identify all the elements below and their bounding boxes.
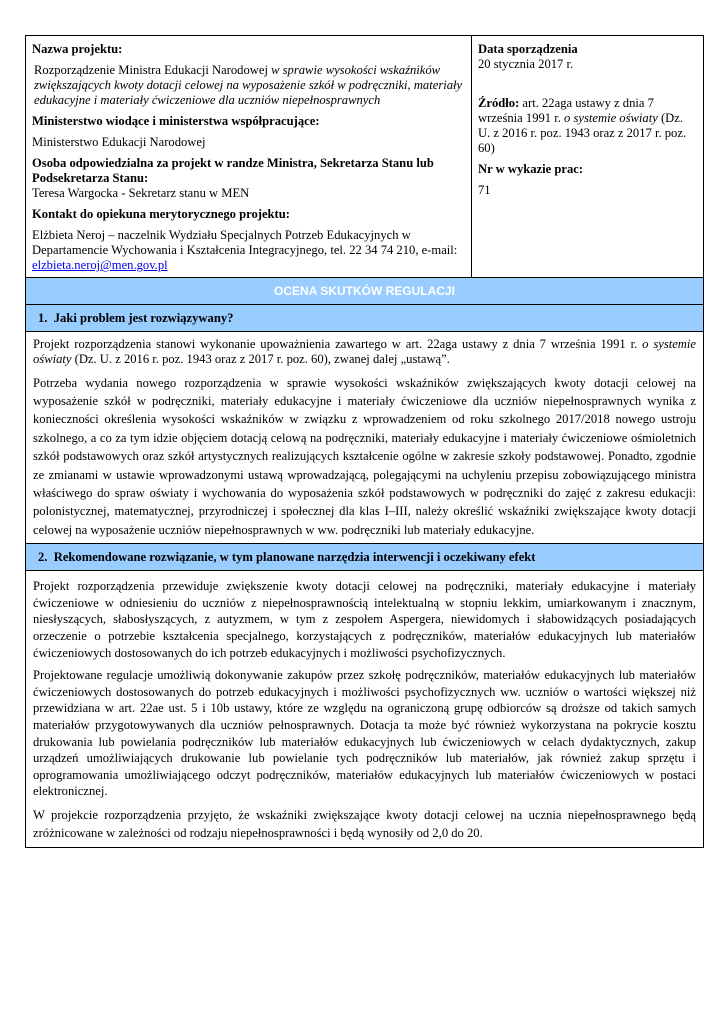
project-name-label: Nazwa projektu: <box>32 42 123 56</box>
ministry-value: Ministerstwo Edukacji Narodowej <box>32 135 206 149</box>
project-info-cell <box>26 36 472 278</box>
section-1-body <box>26 332 704 544</box>
section-1-paragraph-2: Potrzeba wydania nowego rozporządzenia w sprawie wysokości wskaźników zwiększających kwoty dotacji celowej na wyposażenie szkół w podręczniki, materiały edukacyjne i materiały ćwiczeniowe dla uczniów niepełnosprawnych wynika z konieczności określenia wysokości wskaźników w związku z wprowadzeniem od roku szkolnego 2017/2018 nowego ustroju szkolnego, a co za tym idzie objęciem dotacją celową na podręczniki, materiały edukacyjne i materiały ćwiczeniowe ośmioletnich szkół podstawowych oraz szkół artystycznych realizujących kształcenie ogólne w zakresie szkoły podstawowej. Ponadto, zgodnie ze zmianami w ustawie wprowadzonymi ustawą wprowadzającą, polegającymi na uchyleniu przepisu zobowiązującego ministra właściwego do spraw oświaty i wychowania do wyposażenia szkół podstawowych w podręczniki do zajęć z zakresu edukacji: polonistycznej, matematycznej, przyrodniczej i społecznej dla klas I–III, należy określić wskaźniki zwiększające kwoty dotacji celowej na wyposażenie uczniów niepełnosprawnych w ww. podręczniki lub materiały edukacyjne. <box>33 375 696 537</box>
section-1-header-row <box>26 305 704 332</box>
source-value <box>478 96 697 156</box>
ministry-label: Ministerstwo wiodące i ministerstwa współpracujące: <box>32 114 320 128</box>
osr-table <box>25 35 704 848</box>
project-name-plain: Rozporządzenie Ministra Edukacji Narodowej <box>34 63 272 77</box>
section-2-title: 2. Rekomendowane rozwiązanie, w tym planowane narzędzia interwencji i oczekiwany efekt <box>26 544 704 571</box>
osr-title: OCENA SKUTKÓW REGULACJI <box>26 278 704 305</box>
responsible-person-value: Teresa Wargocka - Sekretarz stanu w MEN <box>32 186 250 200</box>
section-2-body-row <box>26 571 704 848</box>
osr-title-row <box>26 278 704 305</box>
section-1-title: 1. Jaki problem jest rozwiązywany? <box>26 305 704 332</box>
section-1-p1-italic: o systemie oświaty <box>33 337 696 367</box>
date-label: Data sporządzenia <box>478 42 578 56</box>
contact-text: Elżbieta Neroj – naczelnik Wydziału Specjalnych Potrzeb Edukacyjnych w Departamencie Wychowania i Kształcenia Integracyjnego, tel. 22 34 74 210, e-mail: <box>32 228 458 257</box>
source-label: Źródło: <box>478 96 520 110</box>
date-value: 20 stycznia 2017 r. <box>478 57 574 71</box>
work-list-label: Nr w wykazie prac: <box>478 162 584 176</box>
section-1-paragraph-1 <box>33 337 696 368</box>
work-list-value: 71 <box>478 183 491 197</box>
contact-email-link[interactable]: elzbieta.neroj@men.gov.pl <box>32 258 168 272</box>
section-2-paragraph-3: W projekcie rozporządzenia przyjęto, że wskaźniki zwiększające kwoty dotacji celowej na ucznia niepełnosprawnego będą zróżnicowane w zależności od rodzaju niepełnosprawności i będą wynosiły od 2,0 do 20. <box>33 807 696 841</box>
section-1-body-row <box>26 332 704 544</box>
header-row <box>26 36 704 278</box>
section-2-header-row <box>26 544 704 571</box>
project-name-value <box>32 63 465 108</box>
osr-document <box>25 35 704 848</box>
project-name-italic: w sprawie wysokości wskaźników zwiększających kwoty dotacji celowej na wyposażenie szkół w podręczniki, materiały edukacyjne i materiały ćwiczeniowe dla uczniów niepełnosprawnych <box>34 63 463 107</box>
section-2-body <box>26 571 704 848</box>
section-2-paragraph-2: Projektowane regulacje umożliwią dokonywanie zakupów przez szkołę podręczników, materiałów edukacyjnych lub materiałów ćwiczeniowych dostosowanych do potrzeb edukacyjnych i możliwości psychofizycznych ww. uczniów o wartości większej niż przewidziana w art. 22ae ust. 5 i 10b ustawy, które ze względu na ograniczoną grupę odbiorców są droższe od takich samych materiałów przygotowywanych dla uczniów pełnosprawnych. Dotacja ta może być również wykorzystana na pokrycie kosztu drukowania lub powielania podręczników lub materiałów edukacyjnych lub ćwiczeniowych w celach dydaktycznych, zakup urządzeń umożliwiających drukowanie lub powielanie tych podręczników lub materiałów, jak również zakup sprzętu i oprogramowania umożliwiającego odczyt podręczników, materiałów edukacyjnych lub materiałów ćwiczeniowych w postaci elektronicznej. <box>33 668 696 799</box>
section-1-p1-plain-1: Projekt rozporządzenia stanowi wykonanie upoważnienia zawartego w art. 22aga ustawy z dnia 7 września 1991 r. <box>33 337 643 351</box>
contact-value <box>32 228 465 273</box>
section-2-paragraph-1: Projekt rozporządzenia przewiduje zwiększenie kwoty dotacji celowej na podręczniki, materiały edukacyjne i materiały ćwiczeniowe w odniesieniu do uczniów z niepełnosprawnością intelektualną w stopniu lekkim, umiarkowanym i znacznym, niesłyszących, słabosłyszących, z autyzmem, w tym z zespołem Aspergera, niewidomych i słabowidzących posiadających orzeczenie o potrzebie kształcenia specjalnego, korzystających z podręczników, materiałów edukacyjnych lub materiałów ćwiczeniowych dostosowanych do ich potrzeb edukacyjnych i możliwości psychofizycznych. <box>33 579 696 660</box>
responsible-person-label: Osoba odpowiedzialna za projekt w randze Ministra, Sekretarza Stanu lub Podsekretarza Stanu: <box>32 156 434 185</box>
section-1-p1-plain-2: (Dz. U. z 2016 r. poz. 1943 oraz z 2017 r. poz. 60), zwanej dalej „ustawą”. <box>71 352 450 367</box>
source-plain-1: art. 22aga ustawy z dnia 7 września 1991 r. <box>478 96 654 125</box>
meta-info-cell <box>472 36 704 278</box>
source-italic: o systemie oświaty <box>564 111 658 125</box>
contact-label: Kontakt do opiekuna merytorycznego projektu: <box>32 207 290 221</box>
source-plain-2: (Dz. U. z 2016 r. poz. 1943 oraz z 2017 r. poz. 60) <box>478 111 687 155</box>
